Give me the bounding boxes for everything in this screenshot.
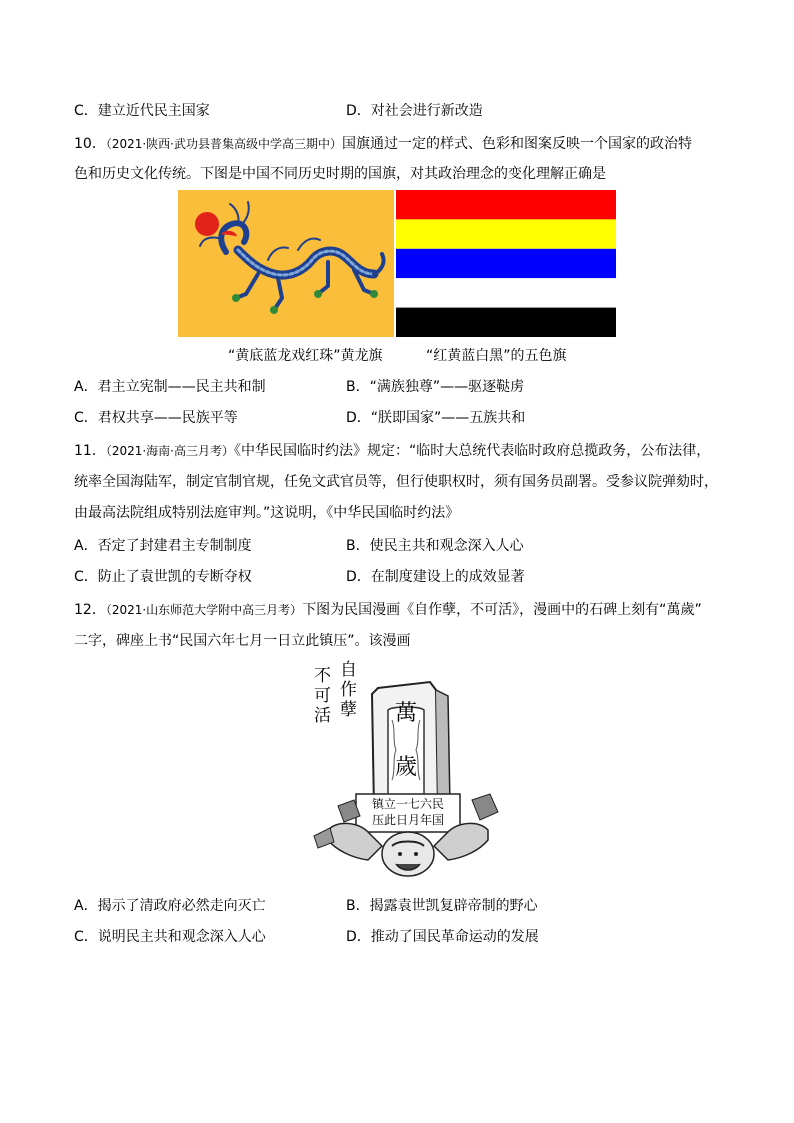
q12-number: 12．	[74, 602, 106, 618]
q11-number: 11．	[74, 443, 106, 459]
q10-source: （2021·陕西·武功县普集高级中学高三期中）	[105, 137, 342, 151]
q10-stem-line1	[74, 134, 692, 154]
stele-side	[436, 690, 450, 810]
q11-option-d: D．在制度建设上的成效显著	[346, 569, 525, 585]
flag-stripe-black	[396, 308, 616, 337]
red-pearl	[195, 212, 219, 236]
cartoon-title-col1: 自作孽	[340, 660, 357, 720]
q11-stem-line3: 由最高法院组成特别法庭审判。”这说明，《中华民国临时约法》	[74, 505, 460, 521]
flag-stripe-red	[396, 190, 616, 219]
q12-option-a: A．揭示了清政府必然走向灭亡	[74, 898, 266, 914]
q9-option-c: C．建立近代民主国家	[74, 103, 210, 119]
q12-source: （2021·山东师范大学附中高三月考）	[105, 603, 303, 617]
stele-char-sui: 歲	[395, 755, 418, 780]
flag-stripe-yellow	[396, 219, 616, 248]
q10-option-d: D．“朕即国家”——五族共和	[346, 410, 526, 426]
figure-right-shoe	[472, 794, 498, 820]
q11-stem-line1	[74, 441, 710, 461]
figure-left-hand	[314, 828, 334, 848]
q11-option-b: B．使民主共和观念深入人心	[346, 538, 524, 554]
q10-number: 10．	[74, 136, 106, 152]
flag-stripe-white	[396, 278, 616, 307]
q10-option-a: A．君主立宪制——民主共和制	[74, 379, 266, 395]
q11-option-a: A．否定了封建君主专制制度	[74, 538, 252, 554]
q10-option-c: C．君权共享——民族平等	[74, 410, 238, 426]
q12-option-d: D．推动了国民革命运动的发展	[346, 929, 539, 945]
q10-stem-line2: 色和历史文化传统。下图是中国不同历史时期的国旗，对其政治理念的变化理解正确是	[74, 166, 606, 182]
five-color-flag	[396, 190, 616, 337]
yellow-dragon-flag	[178, 190, 394, 337]
figure-eye-right	[414, 852, 418, 856]
q12-stem-line1	[74, 600, 702, 620]
q10-stem-part1: 国旗通过一定的样式、色彩和图案反映一个国家的政治特	[342, 136, 692, 152]
cartoon	[308, 660, 508, 882]
figure-eye-left	[398, 852, 402, 856]
flag-stripe-blue	[396, 249, 616, 278]
stele-char-wan: 萬	[395, 701, 418, 726]
q10-option-b: B．“满族独尊”——驱逐鞑虏	[346, 379, 525, 395]
q11-source: （2021·海南·高三月考）	[105, 444, 234, 458]
q12-stem-part1: 下图为民国漫画《自作孽，不可活》，漫画中的石碑上刻有“萬歲”	[302, 602, 702, 618]
q11-option-c: C．防止了袁世凯的专断夺权	[74, 569, 252, 585]
dragon-flag-background	[178, 190, 394, 337]
q11-stem-part1: 《中华民国临时约法》规定：“临时大总统代表临时政府总揽政务，公布法律，	[234, 443, 711, 459]
stele-base-text	[358, 796, 458, 828]
base-text-line1: 镇立一七六民	[371, 797, 444, 811]
q12-stem-line2: 二字，碑座上书“民国六年七月一日立此镇压”。该漫画	[74, 633, 411, 649]
q9-option-d: D．对社会进行新改造	[346, 103, 483, 119]
caption-dragon-flag: “黄底蓝龙戏红珠”黄龙旗	[228, 348, 383, 364]
q12-option-c: C．说明民主共和观念深入人心	[74, 929, 266, 945]
cartoon-title-col2: 不可活	[314, 666, 331, 726]
q11-stem-line2: 统率全国海陆军，制定官制官规，任免文武官员等，但行使职权时，须有国务员副署。受参议院弹劾时，	[74, 474, 718, 490]
base-text-line2: 压此日月年国	[371, 813, 444, 827]
q12-option-b: B．揭露袁世凯复辟帝制的野心	[346, 898, 538, 914]
caption-five-color-flag: “红黄蓝白黑”的五色旗	[426, 348, 567, 364]
